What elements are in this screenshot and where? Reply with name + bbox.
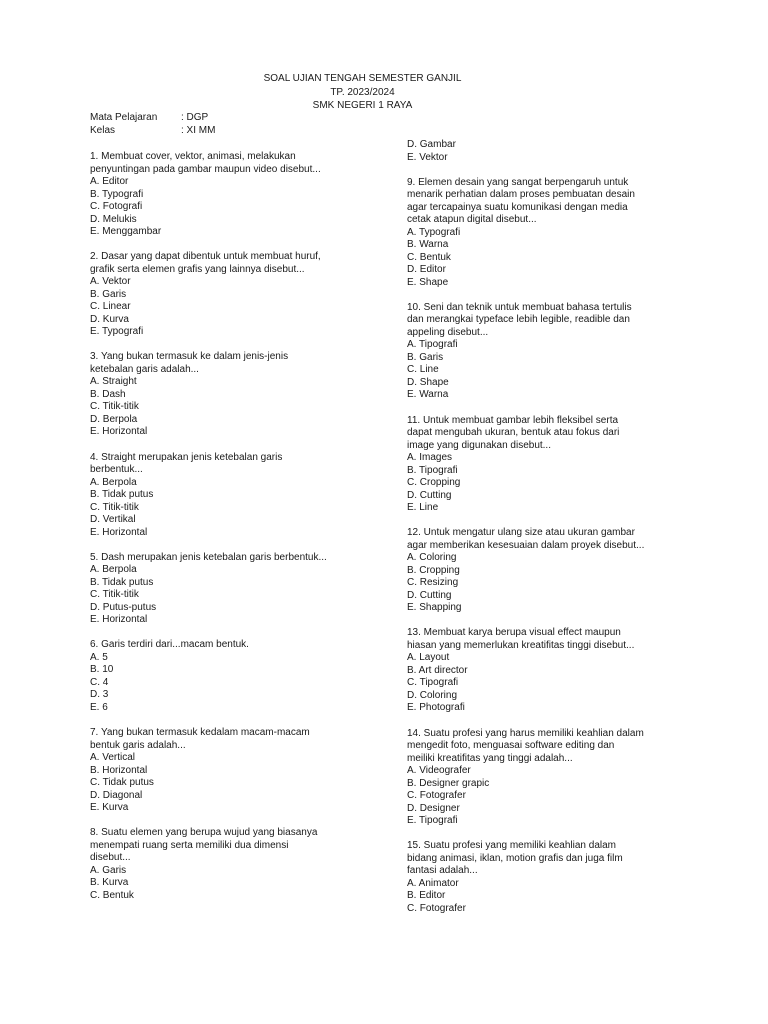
question-text: 1. Membuat cover, vektor, animasi, melakukan bbox=[90, 151, 296, 162]
class-row bbox=[90, 125, 215, 138]
question-text: grafik serta elemen grafis yang lainnya disebut... bbox=[90, 263, 305, 275]
answer-option: A. Videografer bbox=[407, 765, 471, 777]
exam-title: SOAL UJIAN TENGAH SEMESTER GANJIL bbox=[263, 73, 462, 84]
class-label: Kelas bbox=[90, 124, 116, 136]
question-text: cetak atapun digital disebut... bbox=[407, 214, 537, 226]
answer-option: C. Fotografer bbox=[407, 790, 466, 802]
exam-header bbox=[0, 72, 725, 113]
answer-option: A. 5 bbox=[90, 651, 108, 663]
question-text: 13. Membuat karya berupa visual effect maupun bbox=[407, 627, 621, 639]
question-text: 7. Yang bukan termasuk kedalam macam-macam bbox=[90, 727, 310, 739]
answer-option: D. Cutting bbox=[407, 489, 452, 501]
question-text: meiliki kreatifitas yang tinggi adalah... bbox=[407, 752, 573, 764]
question-item bbox=[90, 727, 380, 815]
subject-label: Mata Pelajaran bbox=[90, 112, 158, 123]
answer-option: E. Tipografi bbox=[407, 815, 458, 827]
answer-option: B. Horizontal bbox=[90, 764, 148, 776]
left-column bbox=[90, 151, 380, 915]
answer-option: E. Vektor bbox=[407, 151, 448, 163]
answer-option: E. Horizontal bbox=[90, 426, 148, 438]
answer-option: B. Kurva bbox=[90, 877, 129, 889]
answer-option: B. Tipografi bbox=[407, 464, 458, 476]
answer-option: A. Typografi bbox=[407, 226, 461, 238]
right-column bbox=[407, 139, 697, 928]
question-text: mengedit foto, menguasai software editing dan bbox=[407, 740, 615, 752]
question-item bbox=[90, 151, 380, 239]
question-text: 8. Suatu elemen yang berupa wujud yang biasanya bbox=[90, 827, 318, 839]
question-text: penyuntingan pada gambar maupun video disebut... bbox=[90, 163, 321, 175]
question-text: menarik perhatian dalam proses pembuatan desain bbox=[407, 189, 635, 201]
question-text: image yang digunakan disebut... bbox=[407, 439, 551, 451]
subject-row bbox=[90, 112, 215, 125]
question-item bbox=[407, 627, 697, 715]
answer-option: D. Gambar bbox=[407, 139, 456, 150]
answer-option: C. Bentuk bbox=[407, 251, 451, 263]
question-text: 10. Seni dan teknik untuk membuat bahasa tertulis bbox=[407, 301, 632, 313]
answer-option: D. Cutting bbox=[407, 589, 452, 601]
right-question-list bbox=[407, 177, 697, 916]
answer-option: E. Menggambar bbox=[90, 226, 162, 237]
answer-option: C. Linear bbox=[90, 301, 131, 313]
answer-option: B. Garis bbox=[407, 351, 444, 363]
answer-option: D. Designer bbox=[407, 802, 460, 814]
question-text: agar tercapainya suatu komunikasi dengan media bbox=[407, 201, 628, 213]
answer-option: B. Tidak putus bbox=[90, 576, 154, 588]
answer-option: A. Vektor bbox=[90, 276, 131, 288]
answer-option: B. Cropping bbox=[407, 564, 460, 576]
answer-option: B. Warna bbox=[407, 239, 449, 251]
answer-option: C. Line bbox=[407, 364, 439, 376]
answer-option: A. Berpola bbox=[90, 564, 137, 576]
question-text: bidang animasi, iklan, motion grafis dan juga film bbox=[407, 852, 623, 864]
question-text: 15. Suatu profesi yang memiliki keahlian dalam bbox=[407, 840, 616, 852]
question-item bbox=[407, 177, 697, 290]
answer-option: C. Tipografi bbox=[407, 677, 459, 689]
question-item bbox=[407, 728, 697, 828]
question-text: ketebalan garis adalah... bbox=[90, 363, 199, 375]
answer-option: E. Kurva bbox=[90, 802, 129, 814]
question-text: dan merangkai typeface lebih legible, readible dan bbox=[407, 314, 630, 326]
answer-option: B. Designer grapic bbox=[407, 777, 490, 789]
question-text: 4. Straight merupakan jenis ketebalan garis bbox=[90, 451, 283, 463]
answer-option: D. Putus-putus bbox=[90, 601, 157, 613]
answer-option: E. Shapping bbox=[407, 602, 462, 614]
answer-option: B. Tidak putus bbox=[90, 489, 154, 501]
answer-option: E. Shape bbox=[407, 276, 449, 288]
question-text: berbentuk... bbox=[90, 464, 143, 476]
answer-option: C. Resizing bbox=[407, 577, 459, 589]
answer-option: E. Horizontal bbox=[90, 526, 148, 538]
question-text: 5. Dash merupakan jenis ketebalan garis berbentuk... bbox=[90, 551, 327, 563]
answer-option: D. Editor bbox=[407, 264, 446, 276]
question-item bbox=[407, 302, 697, 402]
question-text: agar memberikan kesesuaian dalam proyek disebut... bbox=[407, 539, 645, 551]
answer-option: A. Tipografi bbox=[407, 339, 458, 351]
answer-option: D. 3 bbox=[90, 689, 109, 701]
answer-option: C. Fotografi bbox=[90, 201, 143, 212]
question-text: 11. Untuk membuat gambar lebih fleksibel serta bbox=[407, 414, 619, 426]
class-value: : XI MM bbox=[181, 124, 216, 136]
question-item bbox=[407, 415, 697, 515]
answer-option: E. Horizontal bbox=[90, 614, 148, 626]
question-text: appeling disebut... bbox=[407, 326, 489, 338]
answer-option: E. Photografi bbox=[407, 702, 465, 714]
answer-option: D. Vertikal bbox=[90, 514, 136, 526]
answer-option: C. Tidak putus bbox=[90, 777, 154, 789]
question-text: bentuk garis adalah... bbox=[90, 739, 186, 751]
answer-option: A. Editor bbox=[90, 176, 129, 187]
question-8-continuation bbox=[407, 139, 697, 164]
answer-option: E. Warna bbox=[407, 389, 449, 401]
exam-year: TP. 2023/2024 bbox=[330, 86, 395, 98]
question-text: menempati ruang serta memiliki dua dimensi bbox=[90, 839, 289, 851]
answer-option: A. Animator bbox=[407, 877, 459, 889]
answer-option: B. Typografi bbox=[90, 188, 144, 200]
exam-meta bbox=[90, 112, 215, 137]
subject-value: : DGP bbox=[181, 112, 209, 123]
answer-option: D. Kurva bbox=[90, 313, 129, 325]
answer-option: C. Titik-titik bbox=[90, 401, 139, 413]
answer-option: B. 10 bbox=[90, 664, 114, 676]
question-text: disebut... bbox=[90, 852, 131, 864]
answer-option: D. Diagonal bbox=[90, 789, 143, 801]
question-item bbox=[407, 527, 697, 615]
question-text: 14. Suatu profesi yang harus memiliki keahlian dalam bbox=[407, 727, 644, 739]
answer-option: C. Fotografer bbox=[407, 902, 466, 914]
answer-option: C. Titik-titik bbox=[90, 501, 139, 513]
question-item bbox=[90, 452, 380, 540]
question-item bbox=[90, 351, 380, 439]
answer-option: A. Layout bbox=[407, 652, 450, 664]
answer-option: C. Bentuk bbox=[90, 889, 134, 901]
answer-option: C. Titik-titik bbox=[90, 589, 139, 601]
answer-option: E. 6 bbox=[90, 701, 108, 713]
answer-option: B. Dash bbox=[90, 388, 126, 400]
question-item bbox=[90, 251, 380, 339]
answer-option: C. 4 bbox=[90, 676, 109, 688]
question-text: fantasi adalah... bbox=[407, 865, 478, 877]
answer-option: D. Shape bbox=[407, 376, 449, 388]
answer-option: B. Art director bbox=[407, 664, 468, 676]
answer-option: B. Garis bbox=[90, 288, 127, 300]
question-item bbox=[90, 827, 380, 902]
answer-option: E. Line bbox=[407, 502, 439, 514]
school-name: SMK NEGERI 1 RAYA bbox=[312, 100, 413, 111]
question-item bbox=[90, 639, 380, 714]
question-text: hiasan yang memerlukan kreatifitas tinggi disebut... bbox=[407, 639, 635, 651]
question-item bbox=[90, 552, 380, 627]
answer-option: C. Cropping bbox=[407, 477, 461, 489]
question-text: 12. Untuk mengatur ulang size atau ukuran gambar bbox=[407, 527, 635, 539]
answer-option: A. Garis bbox=[90, 864, 127, 876]
answer-option: D. Berpola bbox=[90, 413, 138, 425]
question-item bbox=[407, 840, 697, 915]
answer-option: A. Straight bbox=[90, 376, 137, 388]
answer-option: A. Vertical bbox=[90, 752, 136, 764]
question-text: dapat mengubah ukuran, bentuk atau fokus dari bbox=[407, 427, 620, 439]
question-text: 9. Elemen desain yang sangat berpengaruh untuk bbox=[407, 176, 629, 188]
answer-option: A. Images bbox=[407, 452, 453, 464]
question-text: 3. Yang bukan termasuk ke dalam jenis-jenis bbox=[90, 351, 289, 363]
answer-option: D. Melukis bbox=[90, 213, 137, 225]
answer-option: E. Typografi bbox=[90, 326, 144, 338]
question-text: 6. Garis terdiri dari...macam bentuk. bbox=[90, 639, 249, 651]
question-text: 2. Dasar yang dapat dibentuk untuk membuat huruf, bbox=[90, 251, 321, 263]
answer-option: B. Editor bbox=[407, 890, 446, 902]
answer-option: A. Berpola bbox=[90, 476, 137, 488]
answer-option: D. Coloring bbox=[407, 689, 458, 701]
answer-option: A. Coloring bbox=[407, 552, 457, 564]
